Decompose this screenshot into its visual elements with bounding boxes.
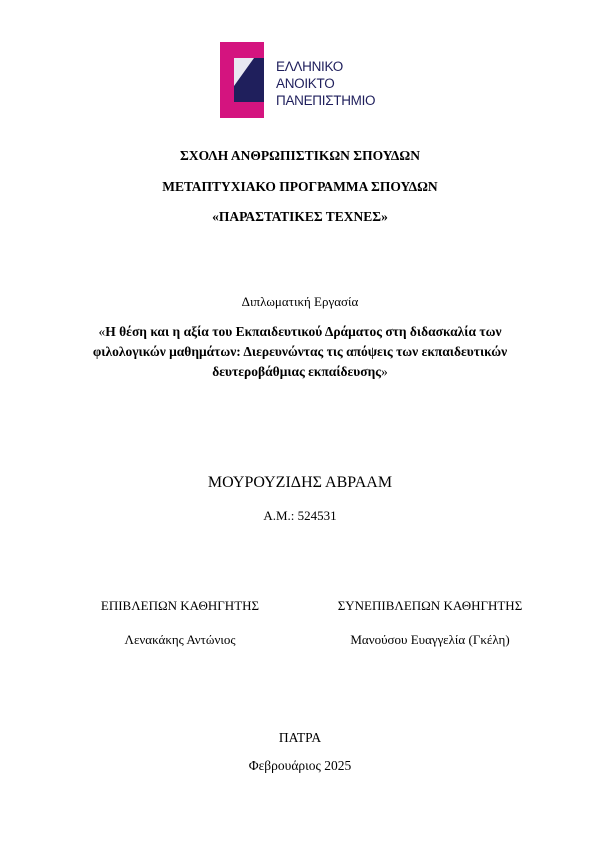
co-supervisor-role: ΣΥΝΕΠΙΒΛΕΠΩΝ ΚΑΘΗΓΗΤΗΣ <box>337 598 523 613</box>
main-supervisor <box>50 598 310 648</box>
main-supervisor-role: ΕΠΙΒΛΕΠΩΝ ΚΑΘΗΓΗΤΗΣ <box>100 598 260 613</box>
specialization-name: «ΠΑΡΑΣΤΑΤΙΚΕΣ ΤΕΧΝΕΣ» <box>212 209 388 224</box>
co-supervisor-name: Μανούσου Ευαγγελία (Γκέλη) <box>350 632 510 647</box>
author-name: ΜΟΥΡΟΥΖΙΔΗΣ ΑΒΡΑΑΜ <box>207 474 393 491</box>
logo-line-3: ΠΑΝΕΠΙΣΤΗΜΙΟ <box>276 93 376 108</box>
title-text: Η θέση και η αξία του Εκπαιδευτικού Δράματος στη διδασκαλία των φιλολογικών μαθημάτων: Διερευνώντας τις απόψεις των εκπαιδευτικών δευτεροβάθμιας εκπαίδευσης <box>92 324 508 379</box>
school-name: ΣΧΟΛΗ ΑΝΘΡΩΠΙΣΤΙΚΩΝ ΣΠΟΥΔΩΝ <box>180 148 420 163</box>
student-id: Α.Μ.: 524531 <box>263 508 337 523</box>
co-supervisor <box>300 598 560 648</box>
thesis-type: Διπλωματική Εργασία <box>241 294 359 309</box>
main-supervisor-name: Λενακάκης Αντώνιος <box>124 632 236 647</box>
logo-text <box>276 58 375 109</box>
logo-line-1: ΕΛΛΗΝΙΚΟ <box>276 59 343 74</box>
title-close-quote: » <box>381 364 388 379</box>
city: ΠΑΤΡΑ <box>278 730 322 745</box>
university-logo <box>220 42 380 120</box>
eap-logo-mark-icon <box>220 42 278 118</box>
title-open-quote: « <box>98 324 106 339</box>
program-name: ΜΕΤΑΠΤΥΧΙΑΚΟ ΠΡΟΓΡΑΜΜΑ ΣΠΟΥΔΩΝ <box>162 179 438 194</box>
thesis-title <box>90 322 510 382</box>
logo-line-2: ΑΝΟΙΚΤΟ <box>276 76 335 91</box>
date: Φεβρουάριος 2025 <box>248 758 352 773</box>
